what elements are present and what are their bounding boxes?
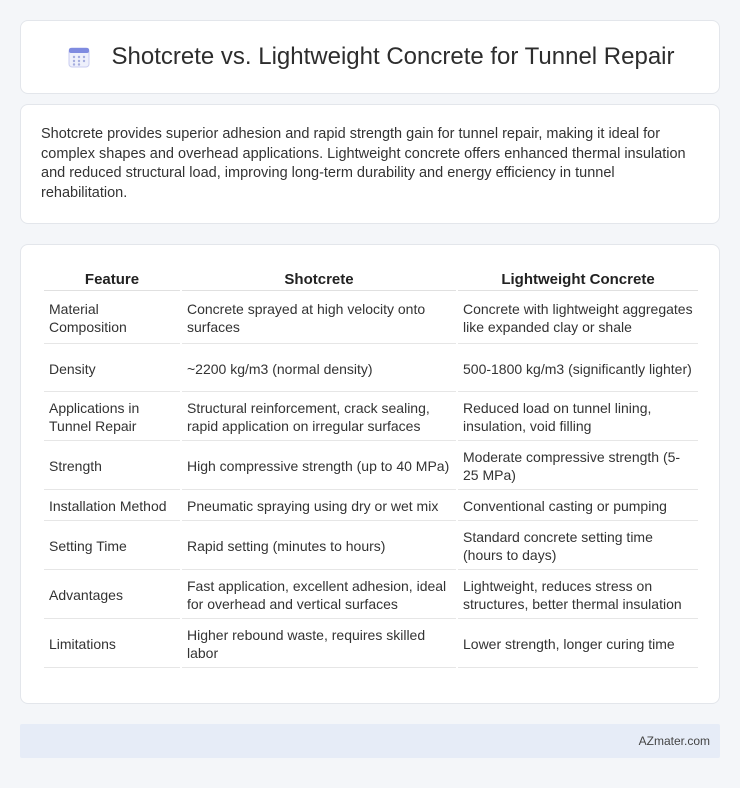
shotcrete-cell: Pneumatic spraying using dry or wet mix: [182, 492, 456, 521]
table-row: [44, 394, 698, 441]
feature-cell: Material Composition: [44, 293, 180, 344]
lightweight-cell: Reduced load on tunnel lining, insulation, void filling: [458, 394, 698, 441]
feature-cell: Installation Method: [44, 492, 180, 521]
shotcrete-cell: Fast application, excellent adhesion, ideal for overhead and vertical surfaces: [182, 572, 456, 619]
comparison-table: [42, 265, 700, 670]
title-card: [20, 20, 720, 94]
shotcrete-cell: Structural reinforcement, crack sealing, rapid application on irregular surfaces: [182, 394, 456, 441]
shotcrete-cell: Higher rebound waste, requires skilled labor: [182, 621, 456, 668]
feature-cell: Advantages: [44, 572, 180, 619]
lightweight-cell: Lightweight, reduces stress on structures, better thermal insulation: [458, 572, 698, 619]
source-credit: AZmater.com: [638, 734, 710, 748]
table-header-row: [44, 267, 698, 291]
feature-cell: Strength: [44, 443, 180, 490]
shotcrete-cell: High compressive strength (up to 40 MPa): [182, 443, 456, 490]
table-row: [44, 346, 698, 392]
table-row: [44, 523, 698, 570]
page-title: Shotcrete vs. Lightweight Concrete for Tunnel Repair: [111, 43, 675, 70]
calendar-icon: [66, 44, 92, 70]
feature-cell: Density: [44, 346, 180, 392]
intro-card: [20, 104, 720, 224]
lightweight-cell: 500-1800 kg/m3 (significantly lighter): [458, 346, 698, 392]
intro-text: Shotcrete provides superior adhesion and rapid strength gain for tunnel repair, making it ideal for complex shapes and overhead applications. Lightweight concrete offers enhanced thermal insulation and reduced structural load, improving long-term durability and energy efficiency in tunnel rehabilitation.: [41, 126, 686, 201]
shotcrete-cell: Rapid setting (minutes to hours): [182, 523, 456, 570]
footer: [20, 724, 720, 758]
table-row: [44, 621, 698, 668]
feature-cell: Setting Time: [44, 523, 180, 570]
table-row: [44, 293, 698, 344]
title-wrap: [66, 43, 675, 71]
feature-cell: Limitations: [44, 621, 180, 668]
table-card: [20, 244, 720, 704]
feature-cell: Applications in Tunnel Repair: [44, 394, 180, 441]
table-row: [44, 572, 698, 619]
table-row: [44, 443, 698, 490]
lightweight-cell: Moderate compressive strength (5-25 MPa): [458, 443, 698, 490]
shotcrete-cell: ~2200 kg/m3 (normal density): [182, 346, 456, 392]
lightweight-cell: Lower strength, longer curing time: [458, 621, 698, 668]
header-shotcrete: Shotcrete: [182, 267, 456, 291]
header-feature: Feature: [44, 267, 180, 291]
lightweight-cell: Conventional casting or pumping: [458, 492, 698, 521]
table-row: [44, 492, 698, 521]
lightweight-cell: Standard concrete setting time (hours to days): [458, 523, 698, 570]
header-lightweight-concrete: Lightweight Concrete: [458, 267, 698, 291]
lightweight-cell: Concrete with lightweight aggregates like expanded clay or shale: [458, 293, 698, 344]
shotcrete-cell: Concrete sprayed at high velocity onto surfaces: [182, 293, 456, 344]
